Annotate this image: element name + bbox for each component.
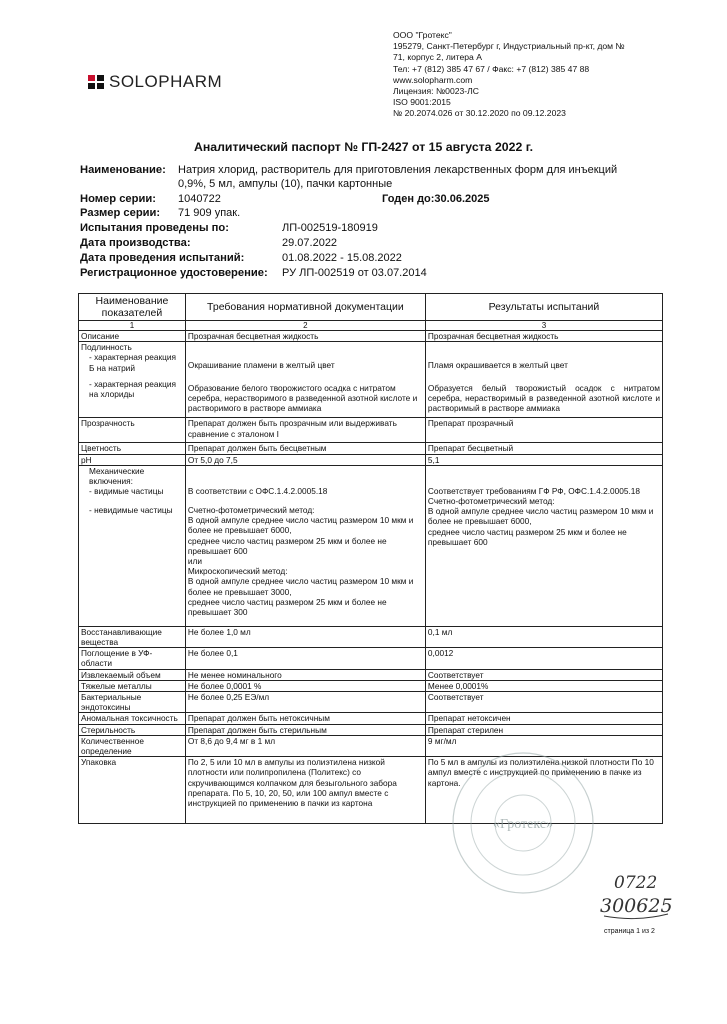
name-value-line2: 0,9%, 5 мл, ампулы (10), пачки картонные [178,178,393,190]
row-requirement: От 5,0 до 7,5 [185,454,425,465]
row-label: - характерная реакция на хлориды [79,379,186,418]
company-line: www.solopharm.com [393,74,473,85]
company-line: ISO 9001:2015 [393,97,451,108]
name-value-line1: Натрия хлорид, растворитель для приготовления лекарственных форм для инъекций [178,164,618,176]
document-title: Аналитический паспорт № ГП-2427 от 15 августа 2022 г. [193,140,534,154]
row-requirement: Не более 0,0001 % [185,680,425,691]
column-number: 2 [185,321,425,331]
row-label: Бактериальные эндотоксины [79,692,186,713]
row-requirement [185,465,425,626]
row-label: Упаковка [79,757,186,824]
row-result: Препарат стерилен [425,724,662,735]
requirement-text: или [187,556,202,567]
company-line: № 20.2074.026 от 30.12.2020 по 09.12.2023 [393,108,566,119]
result-text: среднее число частиц размером 25 мкм и более не превышает 600 [427,526,627,547]
row-requirement: Препарат должен быть нетоксичным [185,713,425,724]
row-result: 9 мг/мл [425,735,662,756]
company-line: ООО "Гротекс" [393,30,452,40]
row-requirement: Препарат должен быть стерильным [185,724,425,735]
table-row [79,454,663,465]
requirement-text: В соответствии с ОФС.1.4.2.0005.18 [187,485,328,496]
row-label: Цветность [79,443,186,454]
result-text: Соответствует требованиям ГФ РФ, ОФС.1.4.2.0005.18 [427,485,641,496]
table-row [79,331,663,342]
table-row [79,465,663,626]
row-label: Тяжелые металлы [79,680,186,691]
row-label: pH [79,454,186,465]
row-result: Препарат бесцветный [425,443,662,454]
table-row [79,680,663,691]
company-line: Тел: +7 (812) 385 47 67 / Факс: +7 (812) 385 47 88 [393,63,590,74]
row-requirement: Не более 0,25 ЕЭ/мл [185,692,425,713]
tests-value: ЛП-002519-180919 [282,222,378,234]
row-result: Прозрачная бесцветная жидкость [425,331,662,342]
mech-label: Механические включения: [89,465,145,487]
row-result: Соответствует [425,669,662,680]
row-result: 5,1 [425,454,662,465]
row-requirement: Не менее номинального [185,669,425,680]
row-label: Восстанавливающие вещества [79,626,186,647]
table-row [79,342,663,353]
row-requirement: По 2, 5 или 10 мл в ампулы из полиэтилена низкой плотности или полипропилена (Политекс) со скручивающимся колпачком для безыгольного забора препарата. По 5, 10, 20, 50, или 100 ампул вместе с инструкцией по применению в пачки из картона [185,757,425,824]
row-requirement: Не более 1,0 мл [185,626,425,647]
size-label: Размер серии: [80,207,161,219]
column-number: 1 [79,321,186,331]
company-line: Лицензия: №0023-ЛС [393,86,480,97]
requirement-text: Счетно-фотометрический метод: [187,505,315,516]
tests-label: Испытания проведены по: [80,222,229,234]
header-indicators: Наименование показателей [79,294,186,321]
table-row [79,626,663,647]
page-number: страница 1 из 2 [604,928,655,935]
row-result: 0,1 мл [425,626,662,647]
solopharm-logo-icon [88,75,104,89]
row-requirement [185,342,425,353]
table-row [79,692,663,713]
row-result [425,465,662,626]
table-row [79,648,663,669]
table-row [79,669,663,680]
invisible-particles-label: - невидимые частицы [89,505,173,516]
row-result: 0,0012 [425,648,662,669]
row-label: Извлекаемый объем [79,669,186,680]
row-result: Соответствует [425,692,662,713]
test-date-value: 01.08.2022 - 15.08.2022 [282,252,402,264]
company-stamp [448,748,598,903]
row-requirement: Прозрачная бесцветная жидкость [185,331,425,342]
row-result: Образуется белый творожистый осадок с нитратом серебра, нерастворимый в разведенной азотной кислоте и растворимый в растворе аммиака [425,379,662,418]
row-requirement: Образование белого творожистого осадка с нитратом серебра, нерастворимого в разведенной азотной кислоте и растворимого в растворе аммиака [185,379,425,418]
row-result: Препарат нетоксичен [425,713,662,724]
row-label: Стерильность [79,724,186,735]
row-label [79,465,186,626]
header-results: Результаты испытаний [425,294,662,321]
signature-graphic [596,866,676,924]
row-label: Прозрачность [79,418,186,443]
row-result: Препарат прозрачный [425,418,662,443]
result-text: Счетно-фотометрический метод: [427,496,555,507]
row-label: Поглощение в УФ-области [79,648,186,669]
requirement-text: Микроскопический метод: [187,566,288,577]
row-label: Аномальная токсичность [79,713,186,724]
row-label: Описание [79,331,186,342]
company-line: 71, корпус 2, литера А [393,52,482,63]
table-header-row [79,294,663,321]
table-row [79,379,663,418]
company-address-block [393,30,693,120]
series-value: 1040722 [178,193,221,205]
expiry-date: Годен до:30.06.2025 [382,193,490,205]
table-number-row [79,321,663,331]
table-row [79,713,663,724]
row-result [425,342,662,353]
stamp-text: «Гротекс» [492,817,554,832]
signature-line1: 0722 [614,873,658,893]
requirement-text: В одной ампуле среднее число частиц размером 10 мкм и более не превышает 6000, [187,515,414,536]
requirement-text: среднее число частиц размером 25 мкм и более не превышает 300 [187,596,387,618]
analysis-table [78,293,663,824]
handwritten-note [596,866,676,929]
row-requirement: Не более 0,1 [185,648,425,669]
series-label: Номер серии: [80,193,156,205]
logo-text: SOLOPHARM [109,72,223,91]
row-result: Менее 0,0001% [425,680,662,691]
visible-particles-label: - видимые частицы [89,486,164,497]
row-result: По 5 мл в ампулы из полиэтилена низкой плотности По 10 ампул вместе с инструкцией по применению в пачке из картона. [425,757,662,824]
row-label: Количественное определение [79,735,186,756]
table-row [79,418,663,443]
name-label: Наименование: [80,164,166,176]
production-date-label: Дата производства: [80,237,191,249]
requirement-text: В одной ампуле среднее число частиц размером 10 мкм и более не превышает 3000, [187,576,414,597]
column-number: 3 [425,321,662,331]
signature-line2: 300625 [600,895,673,917]
registration-label: Регистрационное удостоверение: [80,267,268,279]
row-label: Подлинность [79,342,186,353]
result-text: В одной ампуле среднее число частиц размером 10 мкм и более не превышает 6000, [427,506,654,527]
size-value: 71 909 упак. [178,207,241,219]
test-date-label: Дата проведения испытаний: [80,252,245,264]
row-label: - характерная реакция Б на натрий [79,352,186,378]
table-row [79,352,663,378]
table-row [79,724,663,735]
table-row [79,443,663,454]
header-requirements: Требования нормативной документации [185,294,425,321]
production-date-value: 29.07.2022 [282,237,338,249]
row-requirement: Окрашивание пламени в желтый цвет [185,352,425,378]
row-requirement: Препарат должен быть бесцветным [185,443,425,454]
company-line: 195279, Санкт-Петербург г, Индустриальный пр-кт, дом № [393,41,625,52]
registration-value: РУ ЛП-002519 от 03.07.2014 [282,267,427,279]
solopharm-logo [88,72,222,92]
row-result: Пламя окрашивается в желтый цвет [425,352,662,378]
row-requirement: Препарат должен быть прозрачным или выдерживать сравнение с эталоном I [185,418,425,443]
row-requirement: От 8,6 до 9,4 мг в 1 мл [185,735,425,756]
requirement-text: среднее число частиц размером 25 мкм и более не превышает 600 [187,535,387,556]
stamp-graphic [448,748,598,898]
